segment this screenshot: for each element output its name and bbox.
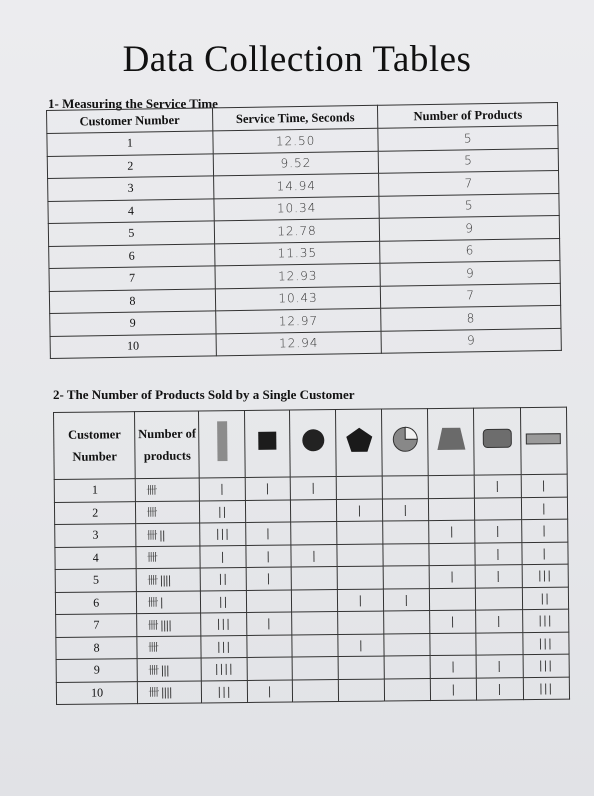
tally-mark-cell	[247, 657, 293, 680]
tally-mark-cell: |	[200, 477, 246, 500]
tally-mark-cell: |	[246, 612, 292, 635]
products-count-cell: 7	[381, 283, 561, 308]
tally-mark-cell	[384, 633, 430, 656]
tally-mark-cell: |||	[522, 564, 569, 587]
tally-mark-cell: |	[384, 588, 430, 611]
service-time-cell: 14.94	[213, 173, 379, 198]
pacman-icon	[391, 425, 419, 460]
tally-mark-cell: |	[245, 477, 291, 500]
tally-mark-cell: |	[429, 520, 475, 543]
customer-number-cell: 2	[54, 501, 136, 524]
service-time-cell: 10.34	[214, 196, 380, 221]
tally-mark-cell: |||	[201, 612, 247, 635]
col-pacman	[382, 409, 429, 476]
tally-cell: 卌 |||	[137, 658, 201, 681]
tally-mark-cell: ||	[201, 590, 247, 613]
tally-mark-cell: |	[338, 589, 384, 612]
service-time-table	[46, 102, 562, 359]
customer-number-cell: 7	[56, 614, 138, 637]
tally-mark-cell	[429, 475, 475, 498]
tally-mark-cell	[338, 656, 384, 679]
col-tall-rectangle	[199, 410, 245, 477]
tally-mark-cell: |	[475, 520, 521, 543]
tally-mark-cell	[384, 611, 430, 634]
tally-mark-cell	[430, 633, 476, 656]
col-trapezoid	[428, 408, 475, 475]
tally-mark-cell	[384, 656, 430, 679]
tally-mark-cell	[383, 476, 429, 499]
circle-icon	[300, 427, 326, 460]
tally-cell: 卌	[136, 500, 200, 523]
tally-cell: 卌	[136, 478, 200, 501]
products-count-cell: 5	[378, 125, 558, 150]
tally-mark-cell: |	[477, 677, 523, 700]
tally-mark-cell: |	[337, 499, 383, 522]
tally-mark-cell: |	[246, 545, 292, 568]
tally-mark-cell	[429, 543, 475, 566]
customer-number-cell: 1	[47, 131, 213, 156]
rounded-rect-icon	[482, 428, 512, 455]
tally-mark-cell	[337, 544, 383, 567]
square-icon	[256, 429, 278, 458]
customer-number-cell: 8	[56, 636, 138, 659]
tally-mark-cell: |	[476, 610, 522, 633]
tally-mark-cell: |||	[523, 654, 570, 677]
service-time-cell: 12.50	[213, 128, 379, 153]
tally-mark-cell: |	[521, 474, 568, 497]
service-time-cell: 10.43	[215, 286, 381, 311]
tally-mark-cell	[385, 678, 431, 701]
tally-mark-cell	[475, 497, 521, 520]
tally-mark-cell: |	[246, 567, 292, 590]
customer-number-cell: 5	[48, 221, 214, 246]
service-time-body	[47, 125, 561, 358]
customer-number-cell: 6	[55, 591, 137, 614]
tally-mark-cell: |	[521, 497, 568, 520]
tally-mark-cell	[338, 611, 384, 634]
customer-number-cell: 5	[55, 569, 137, 592]
service-time-cell: 12.93	[215, 263, 381, 288]
customer-number-cell: 3	[48, 176, 214, 201]
tally-mark-cell	[291, 499, 337, 522]
tally-mark-cell: |	[521, 519, 568, 542]
table-header-row	[54, 407, 568, 479]
tally-mark-cell: |	[476, 565, 522, 588]
tally-mark-cell: ||	[200, 500, 246, 523]
tally-mark-cell	[476, 587, 522, 610]
tally-mark-cell: |	[475, 475, 521, 498]
tally-mark-cell: |	[200, 545, 246, 568]
tally-mark-cell: |	[476, 655, 522, 678]
col-square	[244, 410, 290, 477]
products-count-cell: 5	[379, 148, 559, 173]
tally-mark-cell: |	[246, 522, 292, 545]
tally-cell: 卌 ||||	[137, 613, 201, 636]
tally-mark-cell: ||	[201, 567, 247, 590]
tally-mark-cell	[339, 679, 385, 702]
col-service-time: Service Time, Seconds	[212, 105, 378, 131]
page-title: Data Collection Tables	[122, 39, 472, 80]
customer-number-cell: 4	[48, 198, 214, 223]
tally-mark-cell	[291, 522, 337, 545]
tally-mark-cell: |||	[202, 680, 248, 703]
tally-mark-cell: |	[430, 655, 476, 678]
section1-heading: 1- Measuring the Service Time	[48, 96, 218, 111]
section2-heading: 2- The Number of Products Sold by a Single Customer	[53, 387, 355, 402]
tally-mark-cell	[245, 500, 291, 523]
customer-number-cell: 10	[56, 681, 138, 704]
tally-mark-cell	[292, 589, 338, 612]
tally-mark-cell: |||	[200, 522, 246, 545]
products-count-cell: 9	[381, 328, 561, 353]
products-count-cell: 9	[380, 260, 560, 285]
tally-mark-cell	[430, 588, 476, 611]
products-count-cell: 9	[380, 215, 560, 240]
tally-mark-cell	[337, 521, 383, 544]
tally-mark-cell	[293, 657, 339, 680]
tally-mark-cell	[383, 566, 429, 589]
tally-mark-cell: |||	[522, 632, 569, 655]
service-time-cell: 12.94	[216, 331, 382, 356]
tally-cell: 卌	[136, 545, 200, 568]
service-time-cell: 9.52	[213, 151, 379, 176]
products-count-cell: 5	[379, 193, 559, 218]
pentagon-icon	[345, 426, 373, 459]
tally-mark-cell: |	[291, 477, 337, 500]
tally-mark-cell	[476, 632, 522, 655]
products-sold-table	[53, 407, 570, 705]
customer-number-cell: 3	[55, 524, 137, 547]
tally-cell: 卌	[137, 635, 201, 658]
customer-number-cell: 10	[50, 333, 216, 358]
tally-mark-cell: |	[338, 634, 384, 657]
customer-number-cell: 2	[47, 153, 213, 178]
tally-mark-cell: |||	[522, 609, 569, 632]
tally-mark-cell	[292, 634, 338, 657]
tally-mark-cell: ||	[522, 587, 569, 610]
tally-cell: 卌 ||||	[136, 568, 200, 591]
tally-cell: 卌 |	[137, 590, 201, 613]
col-circle	[290, 410, 337, 477]
flat-bar-icon	[525, 430, 561, 452]
tally-mark-cell: |	[475, 542, 521, 565]
col-pentagon	[336, 409, 383, 476]
tally-mark-cell	[246, 590, 292, 613]
trapezoid-icon	[436, 426, 466, 457]
tally-mark-cell: |	[291, 544, 337, 567]
col-number-of-products: Number of products	[135, 411, 200, 479]
tally-mark-cell: ||||	[201, 657, 247, 680]
col-flat-bar	[520, 407, 567, 474]
tally-mark-cell	[337, 476, 383, 499]
tally-cell: 卌 ||||	[138, 680, 202, 703]
tally-mark-cell: |	[247, 680, 293, 703]
tally-mark-cell: |	[429, 565, 475, 588]
customer-number-cell: 9	[50, 311, 216, 336]
service-time-cell: 12.97	[215, 308, 381, 333]
customer-number-cell: 6	[49, 243, 215, 268]
tally-mark-cell	[429, 498, 475, 521]
tally-mark-cell	[292, 567, 338, 590]
col-customer-number: Customer Number	[47, 108, 213, 134]
tally-mark-cell: |	[431, 678, 477, 701]
col-customer-number: Customer Number	[54, 412, 136, 480]
tally-mark-cell: |	[383, 498, 429, 521]
tally-cell: 卌 ||	[136, 523, 200, 546]
customer-number-cell: 1	[54, 479, 136, 502]
col-number-of-products: Number of Products	[378, 102, 558, 128]
tally-mark-cell: |	[430, 610, 476, 633]
tally-mark-cell	[383, 543, 429, 566]
products-count-cell: 6	[380, 238, 560, 263]
table-row	[56, 677, 569, 705]
tally-mark-cell	[337, 566, 383, 589]
tally-mark-cell	[293, 679, 339, 702]
tally-mark-cell	[247, 635, 293, 658]
col-rounded-rect	[474, 408, 521, 475]
products-sold-body	[54, 474, 569, 704]
customer-number-cell: 9	[56, 659, 138, 682]
customer-number-cell: 4	[55, 546, 137, 569]
products-count-cell: 8	[381, 305, 561, 330]
service-time-cell: 11.35	[214, 241, 380, 266]
tally-mark-cell: |	[521, 542, 568, 565]
tally-mark-cell	[292, 612, 338, 635]
service-time-cell: 12.78	[214, 218, 380, 243]
tally-mark-cell: |||	[523, 677, 570, 700]
customer-number-cell: 7	[49, 266, 215, 291]
tally-mark-cell: |||	[201, 635, 247, 658]
customer-number-cell: 8	[49, 288, 215, 313]
tall-rectangle-icon	[215, 421, 229, 468]
products-count-cell: 7	[379, 170, 559, 195]
tally-mark-cell	[383, 521, 429, 544]
